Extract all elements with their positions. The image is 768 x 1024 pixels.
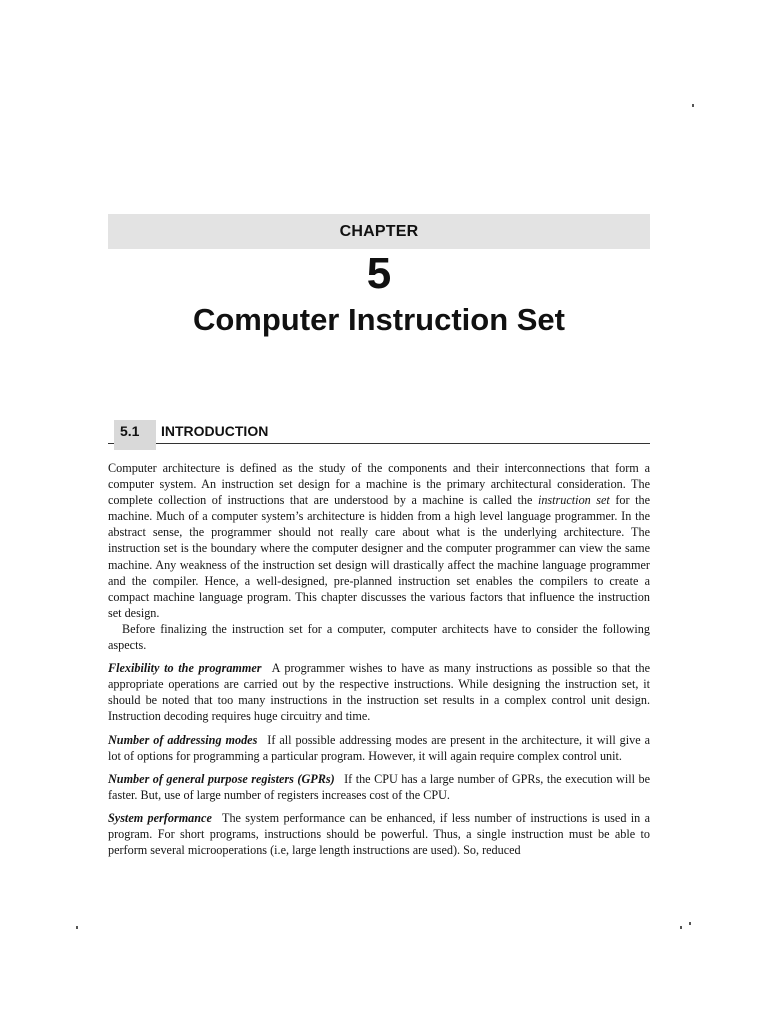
- aspect-text: If all possible addressing modes are present in the architecture, it will give a lot of options for programming a particular program. However, it will again require complex control unit.: [108, 732, 651, 763]
- instruction-set-term: instruction set: [537, 493, 610, 508]
- chapter-banner: [108, 214, 650, 249]
- section-heading: [108, 420, 650, 444]
- chapter-number: 5: [366, 249, 392, 298]
- aspect-paragraph-flexibility: [108, 660, 650, 724]
- aspect-text: A programmer wishes to have as many instructions as possible so that the appropriate operations are carried out by the respective instructions. While designing the instruction set, it should be noted that too many instructions in the instruction set results in a complex control unit design. Instruction decoding requires huge circuitry and time.: [108, 661, 651, 724]
- aspect-text: The system performance can be enhanced, if less number of instructions is used in a program. For short programs, instructions should be powerful. Thus, a single instruction must be able to perform several microoperations (i.e, large length instructions are used). So, reduced: [108, 810, 650, 858]
- chapter-label: CHAPTER: [339, 222, 419, 240]
- scan-speck: [692, 104, 694, 107]
- lead-in-paragraph: Before finalizing the instruction set for a computer, computer architects have to consider the following aspects.: [108, 621, 650, 653]
- intro-text-part2: for the machine. Much of a computer system’s architecture is hidden from a high level language programmer. In the abstract sense, the programmer should not really care about what is the underlying architecture. The instruction set is the boundary where the computer designer and the computer programmer can view the same machine. Any weakness of the instruction set design will drastically affect the machine language programmer and the compiler. Hence, a well-designed, pre-planned instruction set enables the compilers to create a compact machine language program. This chapter discusses the various factors that influence the instruction set design.: [108, 493, 650, 620]
- body-text: [108, 460, 650, 858]
- aspect-paragraph-gprs: [108, 771, 650, 803]
- aspect-paragraph-performance: [108, 810, 650, 858]
- aspect-heading: Number of addressing modes: [108, 732, 258, 747]
- aspect-paragraph-addressing-modes: [108, 732, 650, 764]
- aspect-heading: Flexibility to the programmer: [108, 661, 262, 676]
- section-number: 5.1: [120, 423, 140, 439]
- aspect-heading: System performance: [108, 810, 212, 825]
- intro-text-part1: Computer architecture is defined as the study of the components and their interconnections that form a computer system. An instruction set design for a machine is the primary architectural consideration. The complete collection of instructions that are understood by a machine is called the: [108, 461, 650, 508]
- aspect-text: If the CPU has a large number of GPRs, the execution will be faster. But, use of large number of registers increases cost of the CPU.: [108, 771, 650, 802]
- scan-speck: [76, 926, 78, 929]
- section-title: INTRODUCTION: [161, 423, 269, 439]
- intro-paragraph: [108, 460, 650, 621]
- aspect-heading: Number of general purpose registers (GPRs): [108, 771, 335, 786]
- chapter-title: Computer Instruction Set: [192, 302, 565, 337]
- scan-speck: [689, 922, 691, 925]
- scan-speck: [680, 926, 682, 929]
